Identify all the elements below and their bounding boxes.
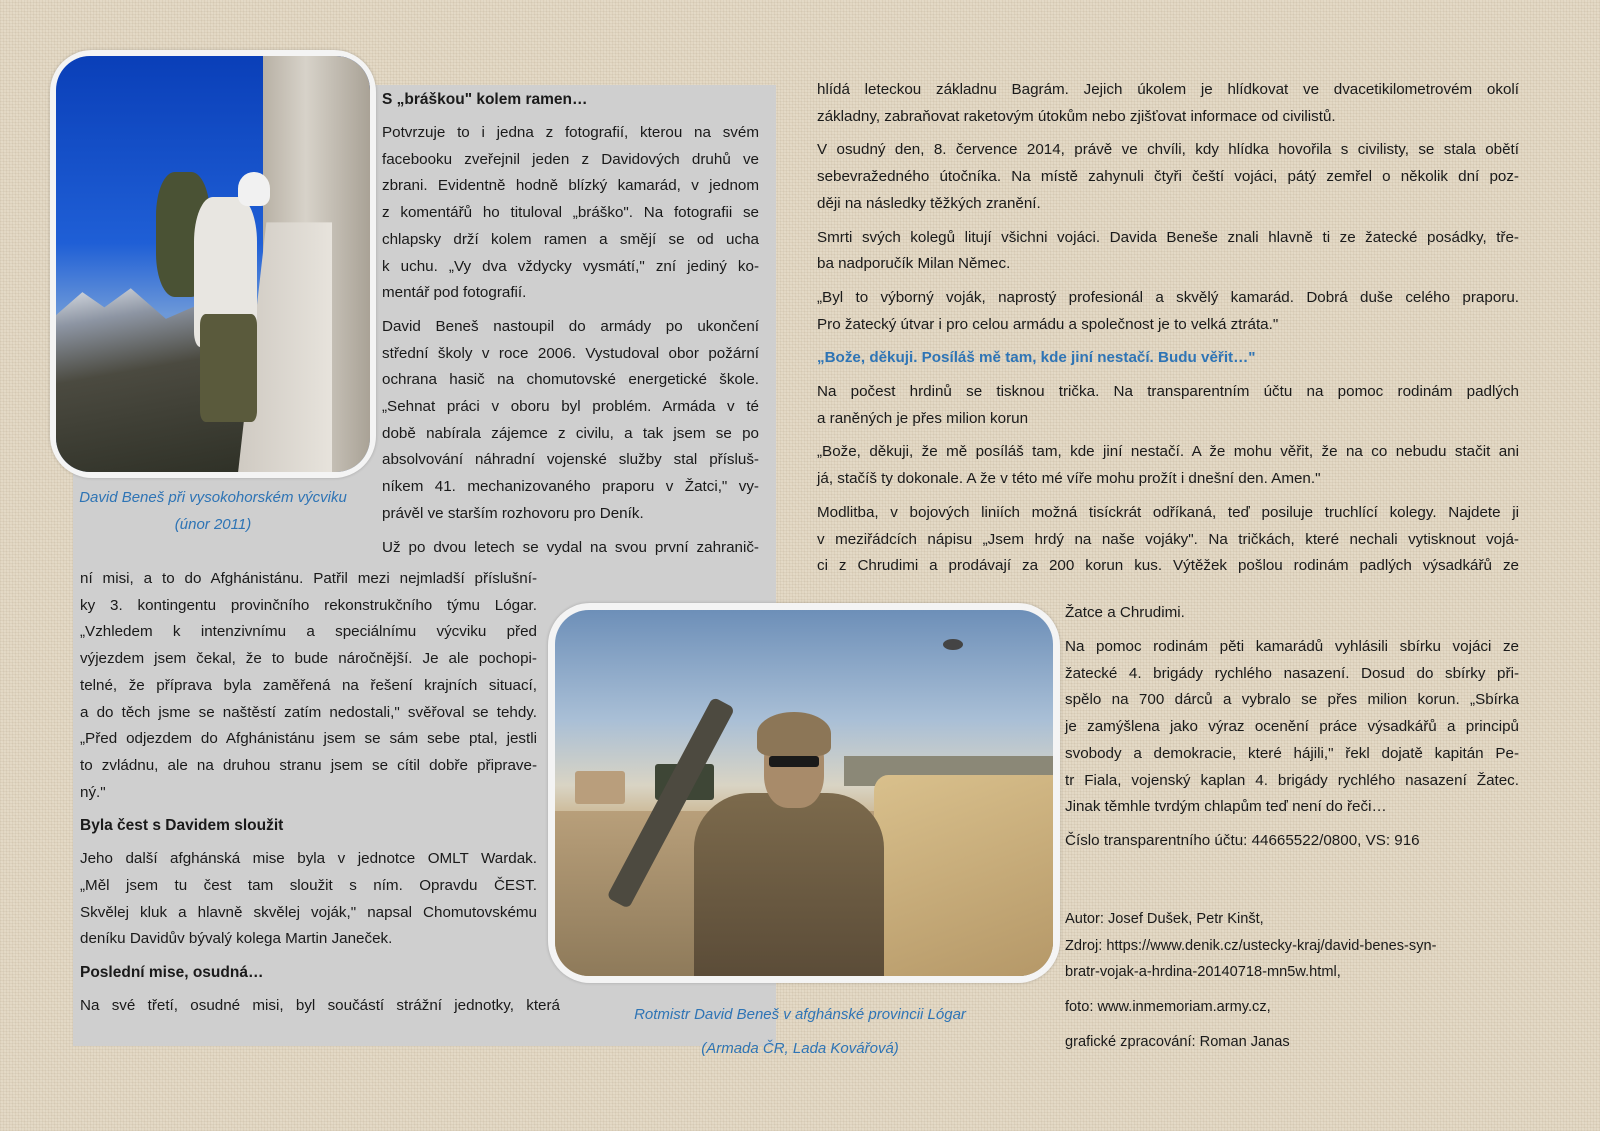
climber-photo-caption bbox=[50, 484, 376, 538]
credit-source: bratr-vojak-a-hrdina-20140718-mn5w.html, bbox=[1065, 964, 1341, 981]
paragraph: Potvrzuje to i jedna z fotografií, kterou na svém facebooku zveřejnil jeden z Davidových druhů ve zbrani. Evidentně hodně blízký kamarád, v jednom z komentářů ho tituloval „bráško". Na fotografii se chlapsky drží kolem ramen a smějí se od ucha k uchu. „Vy dva vždycky vysmátí," zní jediný ko- mentář pod fotografií. bbox=[382, 124, 759, 302]
right-column-lower bbox=[1065, 634, 1519, 862]
caption-line: (únor 2011) bbox=[174, 516, 252, 533]
soldier-photo-frame bbox=[548, 603, 1060, 983]
paragraph: Už po dvou letech se vydal na svou první zahranič- bbox=[382, 538, 759, 556]
caption-line: David Beneš při vysokohorském výcviku bbox=[79, 489, 347, 506]
section-heading: Poslední mise, osudná… bbox=[80, 964, 264, 982]
paragraph: David Beneš nastoupil do armády po ukončení střední školy v roce 2006. Vystudoval obor požární ochrana hasič na chomutovské energetické škole. „Sehnat práci v oboru byl problém. Armáda v té době nabírala zájemce z civilu, a tak jsem se po absolvování náhradní vojenské služby stal přísluš- níkem 41. mechanizovaného praporu v Žatci," vy- právěl ve starším rozhovoru pro Deník. bbox=[382, 317, 759, 522]
credit-author: Autor: Josef Dušek, Petr Kinšt, bbox=[1065, 911, 1264, 927]
left-column-lower bbox=[80, 566, 560, 1027]
prayer-paragraph: „Bože, děkuji, že mě posíláš tam, kde jiní nestačí. A že mohu věřit, že na co nebudu stačit ani já, stačíš ty dokonale. A že v této mé víře mohu prožít i dnešní den. Amen." bbox=[817, 443, 1519, 488]
credit-graphics: grafické zpracování: Roman Janas bbox=[1065, 1033, 1290, 1050]
left-column-upper bbox=[382, 87, 759, 568]
section-heading: S „bráškou" kolem ramen… bbox=[382, 91, 588, 108]
climber-photo-frame bbox=[50, 50, 376, 478]
account-number: Číslo transparentního účtu: 44665522/0800, VS: 916 bbox=[1065, 831, 1420, 849]
paragraph: Modlitba, v bojových liniích možná tisíckrát odříkaná, teď posiluje truchlící kolegy. Najdete ji v meziřádcích nápisu „Jsem hrdý na naše vojáky". Na tričkách, které nechali vytisknout vojá- ci z Chrudimi a prodávají za 200 korun kus. Výtěžek pošlou rodinám padlých výsadkářů ze bbox=[817, 503, 1519, 575]
paragraph: Na své třetí, osudné misi, byl součástí strážní jednotky, která bbox=[80, 997, 560, 1015]
paragraph: Na pomoc rodinám pěti kamarádů vyhlásili sbírku vojáci ze žatecké 4. brigády rychlého nasazení. Dosud do sbírky při- spělo na 700 dárců a vybralo se přes milion korun. „Sbírka je zamýšlena jako výraz ocenění práce výsadkářů a principů svobody a demokracie, které hájili," řekl dojatě kapitán Pe- tr Fiala, vojenský kaplan 4. brigády rychlého nasazení Žatec. Jinak těmhle tvrdým chlapům teď není do řeči… bbox=[1065, 638, 1519, 816]
caption-line: (Armada ČR, Lada Kovářová) bbox=[701, 1040, 899, 1057]
paragraph: Smrti svých kolegů litují všichni vojáci. Davida Beneše znali hlavně ti ze žatecké posádky, tře- ba nadporučík Milan Němec. bbox=[817, 228, 1519, 273]
credit-source: Zdroj: https://www.denik.cz/ustecky-kraj/david-benes-syn- bbox=[1065, 937, 1437, 954]
caption-line: Rotmistr David Beneš v afghánské provincii Lógar bbox=[634, 1006, 966, 1023]
paragraph: ní misi, a to do Afghánistánu. Patřil mezi nejmladší příslušní- ky 3. kontingentu provinčního rekonstrukčního týmu Lógar. „Vzhledem k intenzivnímu a speciálnímu výcviku před výjezdem jsem čekal, že to bude náročnější. Je ale pochopi- telné, že příprava byla zaměřená na řešení krajních situací, a do těch jsme se naštěstí zatím nedostali," svěřoval se tehdy. „Před odjezdem do Afghánistánu jsem se sám sebe ptal, jestli to zvládnu, ale na druhou stranu jsem se cítil dobře připrave- ný." bbox=[80, 570, 537, 801]
credit-photo: foto: www.inmemoriam.army.cz, bbox=[1065, 999, 1271, 1016]
right-column-upper bbox=[817, 77, 1519, 580]
soldier-photo bbox=[555, 610, 1053, 976]
prayer-heading: „Bože, děkuji. Posíláš mě tam, kde jiní nestačí. Budu věřit…" bbox=[817, 349, 1256, 367]
paragraph: „Byl to výborný voják, naprostý profesionál a skvělý kamarád. Dobrá duše celého praporu. Pro žatecký útvar i pro celou armádu a společnost je to velká ztráta." bbox=[817, 288, 1519, 333]
soldier-photo-caption bbox=[560, 998, 1040, 1066]
paragraph: Na počest hrdinů se tisknou trička. Na transparentním účtu na pomoc rodinám padlých a raněných je přes milion korun bbox=[817, 383, 1519, 427]
paragraph: V osudný den, 8. července 2014, právě ve chvíli, kdy hlídka hovořila s civilisty, se stala obětí sebevražedného útočníka. Na místě zahynuli čtyři čeští vojáci, pátý zemřel o několik dní poz- ději na následky těžkých zranění. bbox=[817, 141, 1519, 212]
paragraph: hlídá leteckou základnu Bagrám. Jejich úkolem je hlídkovat ve dvacetikilometrovém okolí základny, zabraňovat raketovým útokům nebo zjišťovat informace od civilistů. bbox=[817, 81, 1519, 125]
credits bbox=[1065, 906, 1595, 1056]
section-heading: Byla čest s Davidem sloužit bbox=[80, 817, 284, 835]
climber-photo bbox=[56, 56, 370, 472]
right-column-continuation: Žatce a Chrudimi. bbox=[1065, 604, 1185, 621]
paragraph: Jeho další afghánská mise byla v jednotce OMLT Wardak. „Měl jsem tu čest tam sloužit s ním. Opravdu ČEST. Skvělej kluk a hlavně skvělej voják," napsal Chomutovskému deníku Davidův bývalý kolega Martin Janeček. bbox=[80, 850, 537, 948]
